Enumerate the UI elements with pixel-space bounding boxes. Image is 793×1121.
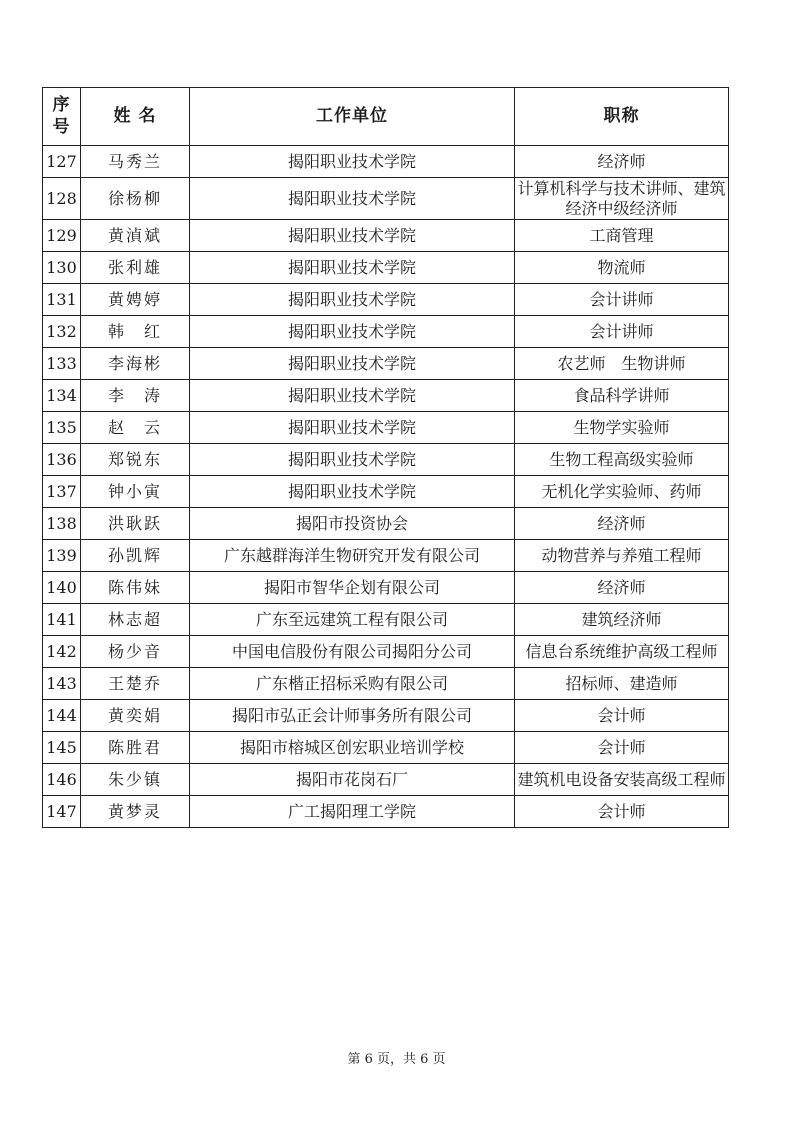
table-row	[43, 796, 729, 828]
cell-serial-number: 142	[43, 636, 81, 668]
cell-serial-number: 131	[43, 284, 81, 316]
cell-job-title: 会计讲师	[515, 284, 729, 316]
cell-serial-number: 130	[43, 252, 81, 284]
cell-serial-number: 146	[43, 764, 81, 796]
table-row	[43, 764, 729, 796]
header-job-title: 职称	[515, 88, 729, 146]
cell-name: 陈伟妹	[81, 572, 190, 604]
cell-work-unit: 广东越群海洋生物研究开发有限公司	[190, 540, 515, 572]
header-name: 姓 名	[81, 88, 190, 146]
cell-serial-number: 144	[43, 700, 81, 732]
cell-serial-number: 143	[43, 668, 81, 700]
cell-job-title: 会计师	[515, 732, 729, 764]
cell-work-unit: 揭阳职业技术学院	[190, 348, 515, 380]
cell-job-title: 建筑经济师	[515, 604, 729, 636]
cell-serial-number: 129	[43, 220, 81, 252]
cell-job-title: 经济师	[515, 508, 729, 540]
cell-work-unit: 广东楷正招标采购有限公司	[190, 668, 515, 700]
table-row	[43, 604, 729, 636]
cell-name: 赵 云	[81, 412, 190, 444]
page-footer: 第 6 页，共 6 页	[347, 1052, 446, 1067]
table-row	[43, 380, 729, 412]
cell-job-title: 生物工程高级实验师	[515, 444, 729, 476]
cell-serial-number: 140	[43, 572, 81, 604]
cell-serial-number: 147	[43, 796, 81, 828]
cell-name: 徐杨柳	[81, 178, 190, 220]
cell-serial-number: 141	[43, 604, 81, 636]
cell-work-unit: 揭阳市弘正会计师事务所有限公司	[190, 700, 515, 732]
cell-work-unit: 揭阳职业技术学院	[190, 220, 515, 252]
table-row	[43, 700, 729, 732]
cell-name: 李 涛	[81, 380, 190, 412]
cell-serial-number: 137	[43, 476, 81, 508]
cell-name: 黄奕娟	[81, 700, 190, 732]
table-row	[43, 220, 729, 252]
cell-name: 朱少镇	[81, 764, 190, 796]
cell-work-unit: 揭阳职业技术学院	[190, 444, 515, 476]
cell-work-unit: 揭阳职业技术学院	[190, 146, 515, 178]
table-row	[43, 732, 729, 764]
cell-work-unit: 揭阳市榕城区创宏职业培训学校	[190, 732, 515, 764]
table-row	[43, 476, 729, 508]
cell-work-unit: 揭阳职业技术学院	[190, 316, 515, 348]
cell-job-title: 工商管理	[515, 220, 729, 252]
cell-work-unit: 广东至远建筑工程有限公司	[190, 604, 515, 636]
cell-work-unit: 揭阳职业技术学院	[190, 412, 515, 444]
table-row	[43, 178, 729, 220]
cell-name: 黄湞斌	[81, 220, 190, 252]
cell-job-title: 信息台系统维护高级工程师	[515, 636, 729, 668]
cell-job-title: 会计师	[515, 700, 729, 732]
cell-work-unit: 揭阳市花岗石厂	[190, 764, 515, 796]
cell-name: 林志超	[81, 604, 190, 636]
cell-name: 黄梦灵	[81, 796, 190, 828]
table-row	[43, 316, 729, 348]
cell-serial-number: 132	[43, 316, 81, 348]
cell-serial-number: 134	[43, 380, 81, 412]
cell-job-title: 计算机科学与技术讲师、建筑 经济中级经济师	[515, 178, 729, 220]
cell-work-unit: 广工揭阳理工学院	[190, 796, 515, 828]
cell-name: 张利雄	[81, 252, 190, 284]
cell-serial-number: 128	[43, 178, 81, 220]
cell-job-title: 物流师	[515, 252, 729, 284]
cell-name: 杨少音	[81, 636, 190, 668]
table-row	[43, 348, 729, 380]
table-row	[43, 252, 729, 284]
cell-name: 陈胜君	[81, 732, 190, 764]
table-row	[43, 444, 729, 476]
cell-serial-number: 133	[43, 348, 81, 380]
cell-work-unit: 揭阳市投资协会	[190, 508, 515, 540]
cell-work-unit: 揭阳职业技术学院	[190, 252, 515, 284]
cell-serial-number: 136	[43, 444, 81, 476]
cell-work-unit: 揭阳职业技术学院	[190, 284, 515, 316]
header-serial-number-label: 序 号	[52, 95, 71, 137]
cell-name: 王楚乔	[81, 668, 190, 700]
cell-serial-number: 127	[43, 146, 81, 178]
cell-job-title: 会计师	[515, 796, 729, 828]
cell-work-unit: 中国电信股份有限公司揭阳分公司	[190, 636, 515, 668]
cell-work-unit: 揭阳职业技术学院	[190, 178, 515, 220]
table-row	[43, 146, 729, 178]
cell-job-title: 经济师	[515, 146, 729, 178]
table-row	[43, 572, 729, 604]
cell-serial-number: 139	[43, 540, 81, 572]
header-serial-number	[43, 88, 81, 146]
cell-serial-number: 138	[43, 508, 81, 540]
table-row	[43, 412, 729, 444]
cell-name: 洪耿跃	[81, 508, 190, 540]
cell-name: 李海彬	[81, 348, 190, 380]
table-row	[43, 284, 729, 316]
cell-work-unit: 揭阳职业技术学院	[190, 380, 515, 412]
table-row	[43, 668, 729, 700]
cell-job-title: 无机化学实验师、药师	[515, 476, 729, 508]
cell-name: 韩 红	[81, 316, 190, 348]
table-row	[43, 540, 729, 572]
cell-serial-number: 145	[43, 732, 81, 764]
cell-name: 黄娉婷	[81, 284, 190, 316]
personnel-table	[42, 87, 729, 828]
cell-work-unit: 揭阳市智华企划有限公司	[190, 572, 515, 604]
cell-work-unit: 揭阳职业技术学院	[190, 476, 515, 508]
cell-job-title: 会计讲师	[515, 316, 729, 348]
cell-job-title: 生物学实验师	[515, 412, 729, 444]
table-row	[43, 508, 729, 540]
cell-name: 钟小寅	[81, 476, 190, 508]
cell-name: 马秀兰	[81, 146, 190, 178]
table-header-row	[43, 88, 729, 146]
cell-job-title: 食品科学讲师	[515, 380, 729, 412]
header-work-unit: 工作单位	[190, 88, 515, 146]
cell-job-title: 招标师、建造师	[515, 668, 729, 700]
cell-name: 孙凯辉	[81, 540, 190, 572]
cell-serial-number: 135	[43, 412, 81, 444]
cell-job-title: 建筑机电设备安装高级工程师	[515, 764, 729, 796]
cell-job-title: 农艺师 生物讲师	[515, 348, 729, 380]
cell-job-title: 动物营养与养殖工程师	[515, 540, 729, 572]
cell-name: 郑锐东	[81, 444, 190, 476]
table-row	[43, 636, 729, 668]
cell-job-title: 经济师	[515, 572, 729, 604]
